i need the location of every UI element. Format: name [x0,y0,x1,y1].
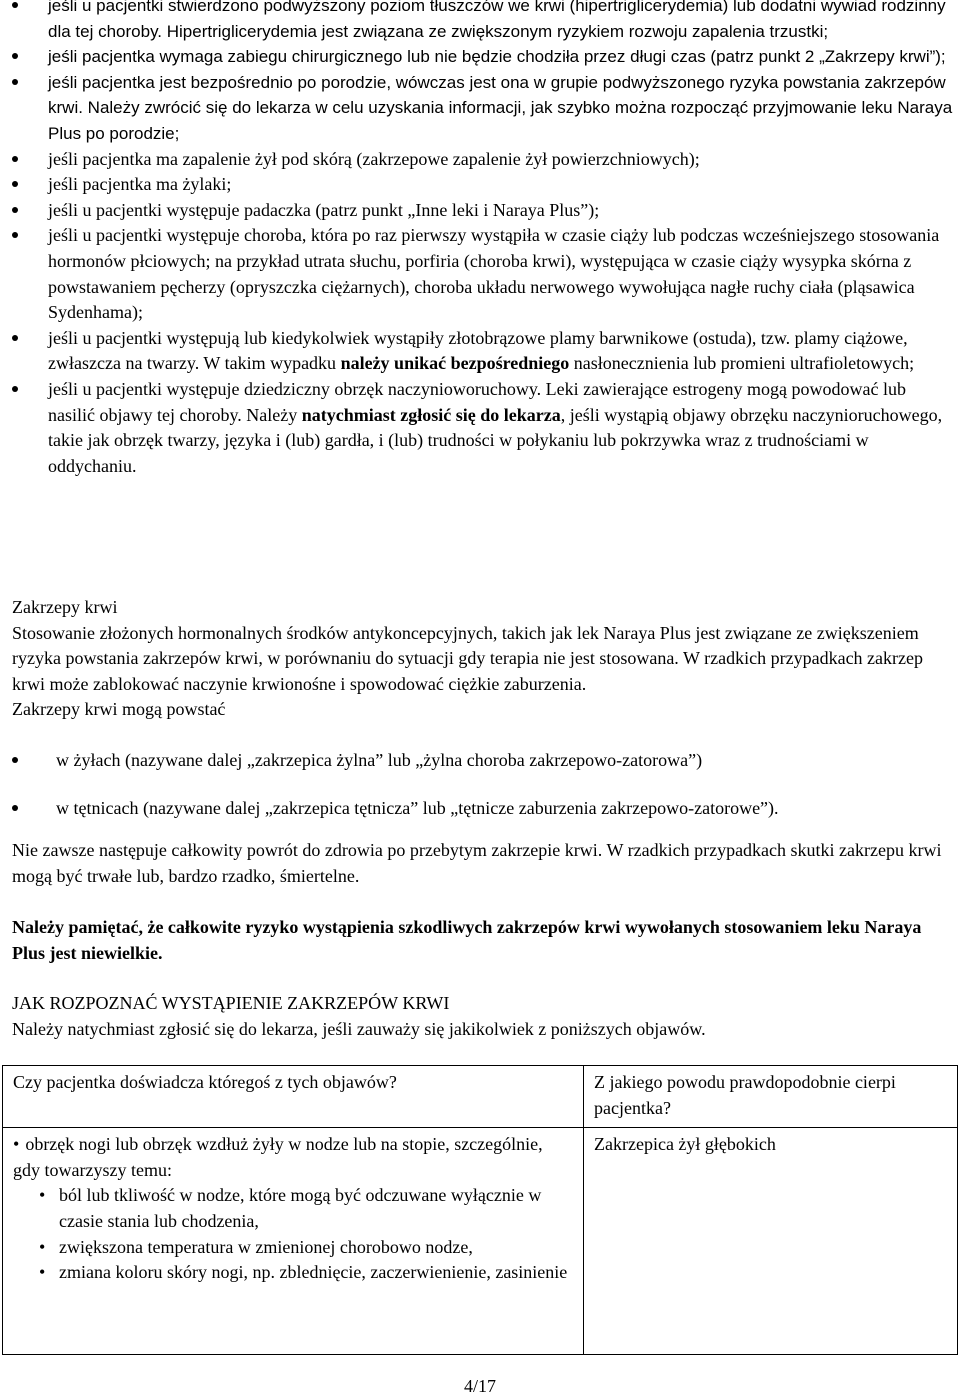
important-note [0,915,960,966]
text-span: , jeśli wystąpią objawy obrzęku naczynioruchowego, takie jak obrzęk twarzy, języka i (lub) gardła, i (lub) trudności w połykaniu lub pokrzywka wraz z trudnościami w oddychaniu. [48,404,943,476]
list-item: jeśli u pacjentki występuje choroba, która po raz pierwszy wystąpiła w czasie ciąży lub podczas wcześniejszego stosowania hormonów płciowych; na przykład utrata słuchu, porfiria (choroba krwi), występująca w czasie ciąży wysypka skórna z powstawaniem pęcherzy (opryszczka ciężarnych), choroba układu nerwowego wywołująca nagłe ruchy ciała (pląsawica Sydenhama); [0,223,960,325]
list-item: jeśli pacjentka jest bezpośrednio po porodzie, wówczas jest ona w grupie podwyższonego ryzyka powstania zakrzepów krwi. Należy zwrócić się do lekarza w celu uzyskania informacji, jak szybko można rozpocząć przyjmowanie leku Naraya Plus po porodzie; [0,70,960,147]
table-header-cell: Czy pacjentka doświadcza któregoś z tych objawów? [3,1066,584,1128]
list-item: jeśli u pacjentki stwierdzono podwyższony poziom tłuszczów we krwi (hipertriglicerydemia) lub dodatni wywiad rodzinny dla tej choroby. Hipertriglicerydemia jest związana ze zwiększonym ryzykiem rozwoju zapalenia trzustki; [0,0,960,44]
clot-types-list [0,748,960,821]
list-item-obrzek [0,377,960,479]
section-heading: Zakrzepy krwi [12,597,118,617]
text-span: jeśli u pacjentki występuje dziedziczny obrzęk naczynioworuchowy. Leki zawierające estrogeny mogą powodować lub nasilić objawy tej choroby. Należy [48,378,907,425]
paragraph: Nie zawsze następuje całkowity powrót do zdrowia po przebytym zakrzepie krwi. W rzadkich przypadkach skutki zakrzepu krwi mogą być trwałe lub, bardzo rzadko, śmiertelne. [12,840,942,886]
text-span: nasłonecznienia lub promieni ultrafioletowych; [569,353,915,374]
symptom-lead [13,1132,573,1183]
list-item: w tętnicach (nazywane dalej „zakrzepica tętnicza” lub „tętnicze zaburzenia zakrzepowo-zatorowe”). [0,796,960,822]
text-span: jeśli u pacjentki występują lub kiedykolwiek wystąpiły złotobrązowe plamy barwnikowe (ostuda), tzw. plamy ciążowe, zwłaszcza na twarzy. W takim wypadku [48,327,908,374]
list-item: jeśli pacjentka ma zapalenie żył pod skórą (zakrzepowe zapalenie żył powierzchniowych); [0,147,960,173]
list-item: • zwiększona temperatura w zmienionej chorobowo nodze, [39,1235,573,1261]
list-item: • ból lub tkliwość w nodze, które mogą być odczuwane wyłącznie w czasie stania lub chodzenia, [39,1183,573,1234]
symptom-table [2,1065,958,1355]
zakrzepy-section [0,595,960,723]
page-number: 4/17 [463,1376,496,1396]
recognize-section [0,991,960,1042]
risk-factors-list [0,0,960,479]
bold-text: natychmiast zgłosić się do lekarza [301,404,561,425]
bullet-icon: • [13,1134,20,1155]
list-item: w żyłach (nazywane dalej „zakrzepica żylna” lub „żylna choroba zakrzepowo-zatorowa”) [0,748,960,774]
recovery-paragraph [0,838,960,889]
list-item-ostuda [0,326,960,377]
list-item: jeśli u pacjentki występuje padaczka (patrz punkt „Inne leki i Naraya Plus”); [0,198,960,224]
list-item: jeśli pacjentka wymaga zabiegu chirurgicznego lub nie będzie chodziła przez długi czas (patrz punkt 2 „Zakrzepy krwi”); [0,44,960,70]
text-span: obrzęk nogi lub obrzęk wzdłuż żyły w nodze lub na stopie, szczególnie, gdy towarzyszy temu: [13,1134,543,1180]
paragraph: Zakrzepy krwi mogą powstać [12,699,226,720]
symptom-sublist [13,1183,573,1285]
table-row [3,1128,958,1355]
section-heading: JAK ROZPOZNAĆ WYSTĄPIENIE ZAKRZEPÓW KRWI [12,993,450,1013]
bold-paragraph: Należy pamiętać, że całkowite ryzyko wystąpienia szkodliwych zakrzepów krwi wywołanych stosowaniem leku Naraya Plus jest niewielkie. [12,917,922,963]
table-header-row [3,1066,958,1128]
list-item: jeśli pacjentka ma żylaki; [0,172,960,198]
bold-text: należy unikać bezpośredniego [340,353,570,374]
table-cell-symptoms [3,1128,584,1355]
table-header-cell: Z jakiego powodu prawdopodobnie cierpi pacjentka? [584,1066,958,1128]
paragraph: Należy natychmiast zgłosić się do lekarza, jeśli zauważy się jakikolwiek z poniższych objawów. [12,1018,706,1039]
list-item: • zmiana koloru skóry nogi, np. zblednięcie, zaczerwienienie, zasinienie [39,1260,573,1286]
table-cell-diagnosis: Zakrzepica żył głębokich [584,1128,958,1355]
paragraph: Stosowanie złożonych hormonalnych środków antykoncepcyjnych, takich jak lek Naraya Plus jest związane ze zwiększeniem ryzyka powstania zakrzepów krwi, w porównaniu do sytuacji gdy terapia nie jest stosowana. W rzadkich przypadkach zakrzep krwi może zablokować naczynie krwionośne i spowodować ciężkie zaburzenia. [12,622,924,694]
